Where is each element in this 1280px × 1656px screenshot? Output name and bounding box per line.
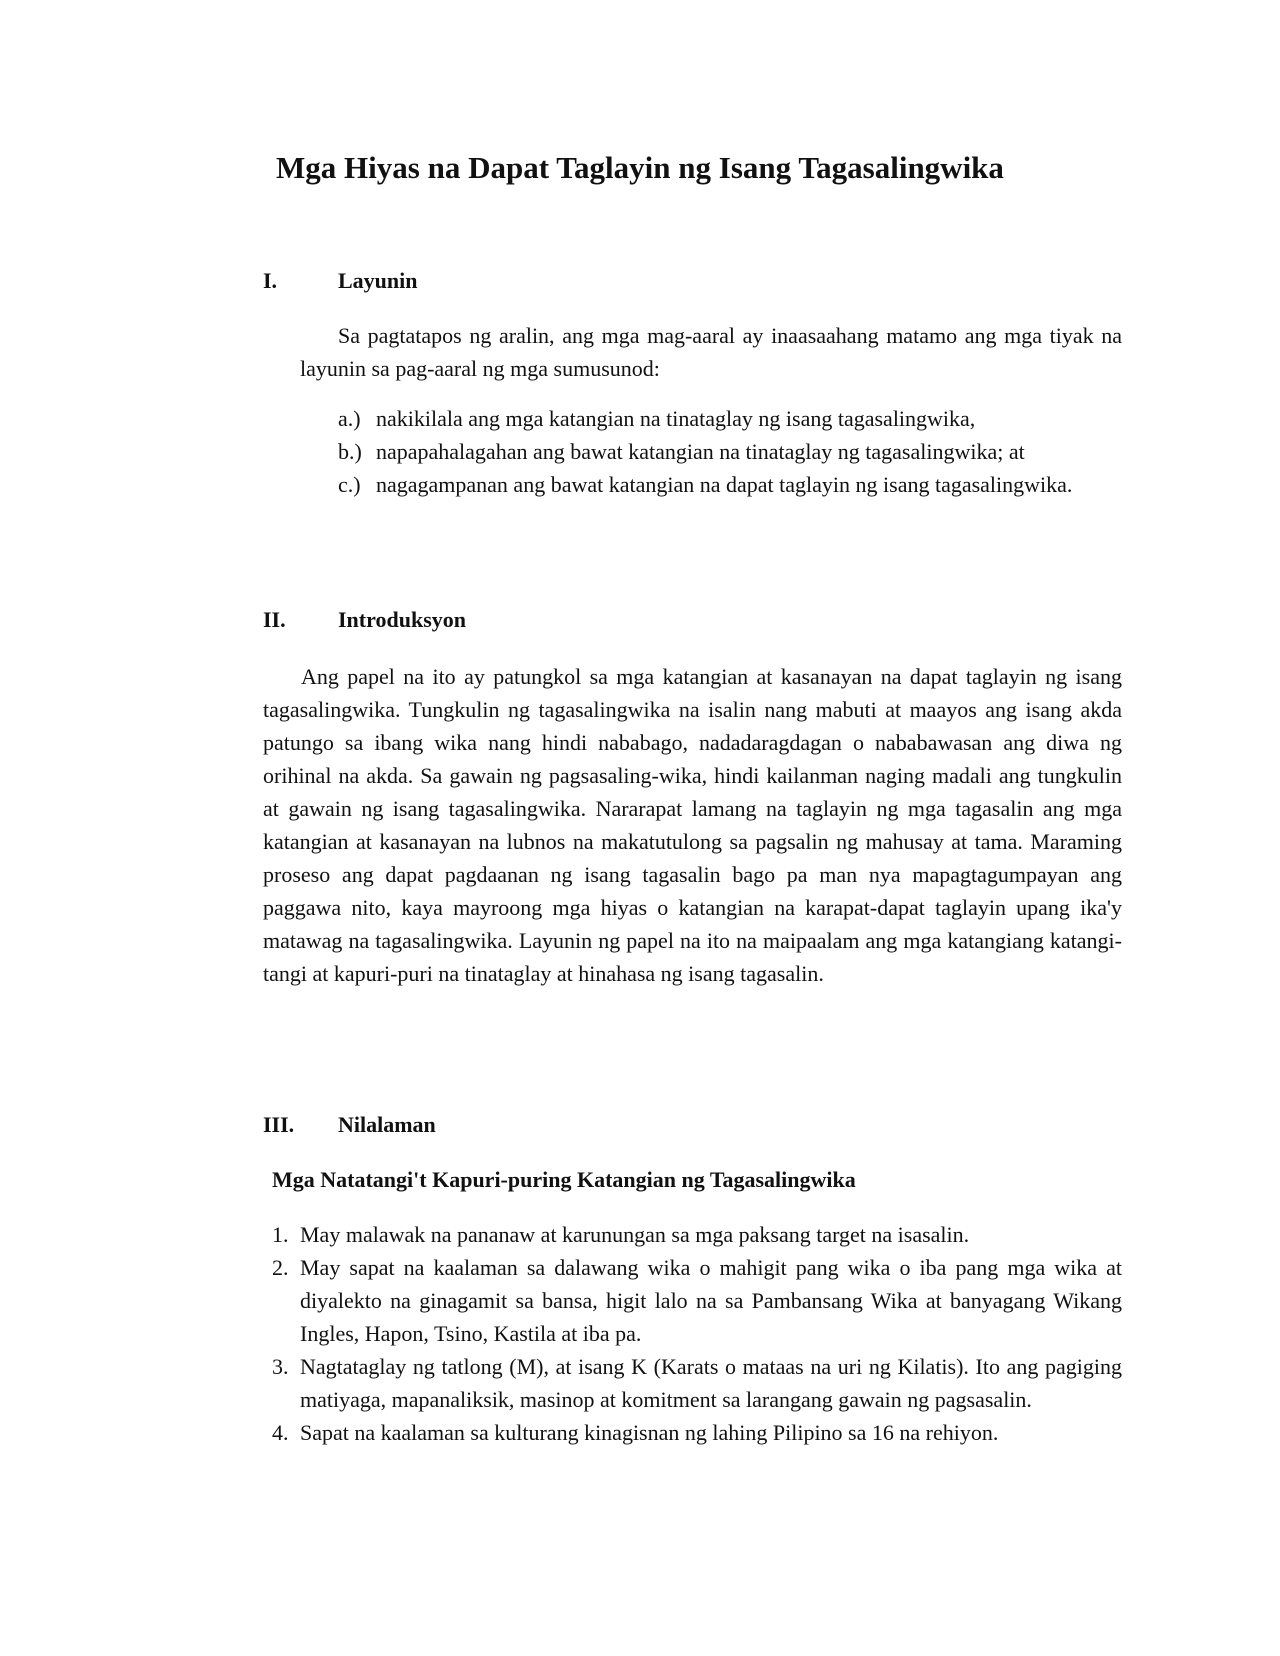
trait-item bbox=[272, 1416, 1122, 1449]
trait-item bbox=[272, 1251, 1122, 1350]
trait-marker: 1. bbox=[272, 1222, 289, 1247]
trait-marker: 3. bbox=[272, 1354, 289, 1379]
section-numeral: I. bbox=[263, 268, 278, 293]
section-title: Nilalaman bbox=[338, 1112, 436, 1137]
traits-subheading: Mga Natatangi't Kapuri-puring Katangian ng Tagasalingwika bbox=[272, 1167, 856, 1192]
trait-text: Sapat na kaalaman sa kulturang kinagisnan ng lahing Pilipino sa 16 na rehiyon. bbox=[300, 1420, 999, 1445]
section-heading-nilalaman bbox=[263, 1110, 436, 1140]
trait-marker: 4. bbox=[272, 1420, 289, 1445]
objective-marker: c.) bbox=[338, 472, 361, 497]
section-title: Introduksyon bbox=[338, 607, 466, 632]
trait-text: May malawak na pananaw at karunungan sa mga paksang target na isasalin. bbox=[300, 1222, 970, 1247]
objective-text: nagagampanan ang bawat katangian na dapat taglayin ng isang tagasalingwika. bbox=[376, 472, 1073, 497]
section-title: Layunin bbox=[338, 268, 418, 293]
section-numeral: II. bbox=[263, 607, 286, 632]
objective-marker: a.) bbox=[338, 406, 361, 431]
objective-item bbox=[338, 435, 1122, 468]
trait-text: Nagtataglay ng tatlong (M), at isang K (Karats o mataas na uri ng Kilatis). Ito ang pagiging matiyaga, mapanaliksik, masinop at komitment sa larangang gawain ng pagsasalin. bbox=[300, 1354, 1122, 1412]
objective-marker: b.) bbox=[338, 439, 362, 464]
objective-item bbox=[338, 402, 1122, 435]
trait-item bbox=[272, 1350, 1122, 1416]
section-heading-layunin bbox=[263, 266, 418, 296]
objective-item bbox=[338, 468, 1122, 501]
objectives-intro: Sa pagtatapos ng aralin, ang mga mag-aaral ay inaasaahang matamo ang mga tiyak na layunin sa pag-aaral ng mga sumusunod: bbox=[300, 323, 1122, 381]
section-numeral: III. bbox=[263, 1112, 295, 1137]
traits-list bbox=[272, 1218, 1122, 1449]
objective-text: napapahalagahan ang bawat katangian na tinataglay ng tagasalingwika; at bbox=[376, 439, 1025, 464]
trait-marker: 2. bbox=[272, 1255, 289, 1280]
document-title: Mga Hiyas na Dapat Taglayin ng Isang Tagasalingwika bbox=[276, 150, 1004, 185]
introduction-body: Ang papel na ito ay patungkol sa mga katangian at kasanayan na dapat taglayin ng isang tagasalingwika. Tungkulin ng tagasalingwika na isalin nang mabuti at maayos ang isang akda patungo sa ibang wika nang hindi nababago, nadadaragdagan o nababawasan ang diwa ng orihinal na akda. Sa gawain ng pagsasaling-wika, hindi kailanman naging madali ang tungkulin at gawain ng isang tagasalingwika. Nararapat lamang na taglayin ng mga tagasalin ang mga katangian at kasanayan na lubnos na makatutulong sa pagsalin ng mahusay at tama. Maraming proseso ang dapat pagdaanan ng isang tagasalin bago pa man nya mapagtagumpayan ang paggawa nito, kaya mayroong mga hiyas o katangian na karapat-dapat taglayin upang ika'y matawag na tagasalingwika. Layunin ng papel na ito na maipaalam ang mga katangiang katangi-tangi at kapuri-puri na tinataglay at hinahasa ng isang tagasalin. bbox=[263, 664, 1122, 986]
trait-text: May sapat na kaalaman sa dalawang wika o mahigit pang wika o iba pang mga wika at diyalekto na ginagamit sa bansa, higit lalo na sa Pambansang Wika at banyagang Wikang Ingles, Hapon, Tsino, Kastila at iba pa. bbox=[300, 1255, 1122, 1346]
objective-text: nakikilala ang mga katangian na tinataglay ng isang tagasalingwika, bbox=[376, 406, 976, 431]
trait-item bbox=[272, 1218, 1122, 1251]
section-heading-introduksyon bbox=[263, 605, 466, 635]
objectives-list bbox=[338, 402, 1122, 501]
